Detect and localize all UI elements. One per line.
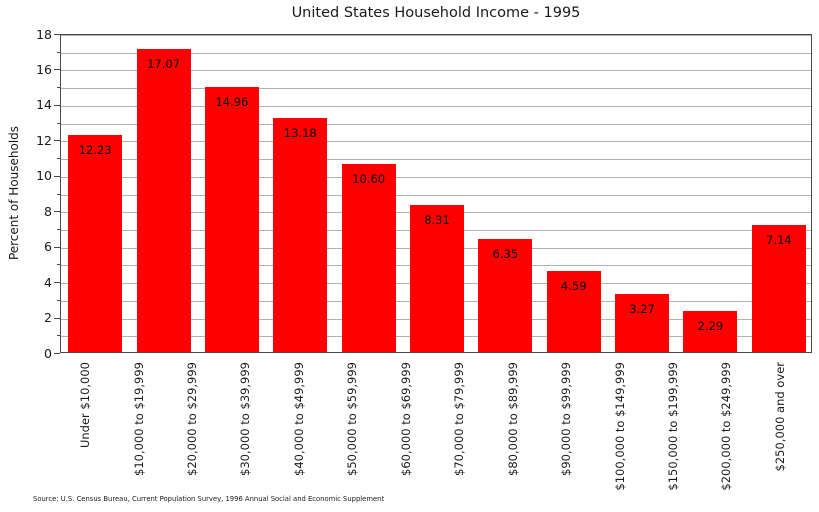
y-major-tick xyxy=(54,140,60,141)
bar xyxy=(205,87,259,352)
bar xyxy=(68,135,122,352)
x-tick-label: $50,000 to $59,999 xyxy=(345,362,360,476)
bar-value-label: 17.07 xyxy=(147,57,180,72)
y-tick-label: 16 xyxy=(36,61,52,77)
y-axis-title: Percent of Households xyxy=(7,125,21,261)
y-tick-label: 10 xyxy=(36,168,52,184)
bar-value-label: 4.59 xyxy=(560,278,587,293)
x-tick-label: $30,000 to $39,999 xyxy=(238,362,253,476)
y-minor-tick xyxy=(57,300,61,301)
y-major-tick xyxy=(54,176,60,177)
y-tick-label: 14 xyxy=(36,97,52,113)
y-tick-label: 18 xyxy=(36,26,52,42)
y-minor-tick xyxy=(57,335,61,336)
x-tick-label: $100,000 to $149,999 xyxy=(612,362,627,491)
x-tick-label: $200,000 to $249,999 xyxy=(719,362,734,491)
x-tick-label: $20,000 to $29,999 xyxy=(185,362,200,476)
x-tick-label: $40,000 to $49,999 xyxy=(291,362,306,476)
y-tick-label: 4 xyxy=(44,274,52,290)
y-tick-label: 6 xyxy=(44,239,52,255)
chart-title: United States Household Income - 1995 xyxy=(291,5,581,21)
y-minor-tick xyxy=(57,158,61,159)
y-tick-label: 12 xyxy=(36,132,52,148)
y-major-tick xyxy=(54,353,60,354)
x-tick-label: $90,000 to $99,999 xyxy=(559,362,574,476)
y-tick-label: 8 xyxy=(44,203,52,219)
bar-value-label: 8.31 xyxy=(424,212,450,227)
y-major-tick xyxy=(54,282,60,283)
x-tick-label: $10,000 to $19,999 xyxy=(131,362,146,476)
bar-value-label: 3.27 xyxy=(629,302,655,317)
y-tick-label: 0 xyxy=(44,345,52,361)
x-tick-label: $250,000 and over xyxy=(772,362,787,472)
plot-area xyxy=(60,34,812,353)
bar xyxy=(273,118,327,352)
y-tick-label: 2 xyxy=(44,310,52,326)
x-tick-label: $60,000 to $69,999 xyxy=(398,362,413,476)
y-minor-tick xyxy=(57,229,61,230)
x-tick-label: Under $10,000 xyxy=(78,362,93,449)
x-tick-label: $70,000 to $79,999 xyxy=(452,362,467,476)
bar-value-label: 7.14 xyxy=(766,233,792,248)
y-minor-tick xyxy=(57,123,61,124)
y-minor-tick xyxy=(57,194,61,195)
bar-value-label: 13.18 xyxy=(283,126,317,141)
y-major-tick xyxy=(54,211,60,212)
y-minor-tick xyxy=(57,264,61,265)
y-major-tick xyxy=(54,105,60,106)
y-major-tick xyxy=(54,318,60,319)
x-tick-label: $80,000 to $89,999 xyxy=(505,362,520,476)
bar xyxy=(410,205,464,352)
bar xyxy=(137,49,191,352)
y-minor-tick xyxy=(57,87,61,88)
bar-value-label: 14.96 xyxy=(215,94,249,109)
source-note: Source: U.S. Census Bureau, Current Population Survey, 1996 Annual Social and Economic Supplement xyxy=(33,495,385,503)
y-minor-tick xyxy=(57,52,61,53)
bar xyxy=(342,164,396,352)
y-major-tick xyxy=(54,34,60,35)
x-tick-label: $150,000 to $199,999 xyxy=(665,362,680,491)
bar-value-label: 12.23 xyxy=(78,143,112,158)
bar-value-label: 2.29 xyxy=(697,319,724,334)
y-major-tick xyxy=(54,69,60,70)
gridline xyxy=(61,35,811,36)
y-major-tick xyxy=(54,247,60,248)
bar-value-label: 6.35 xyxy=(492,247,519,262)
bar-value-label: 10.60 xyxy=(352,172,386,187)
